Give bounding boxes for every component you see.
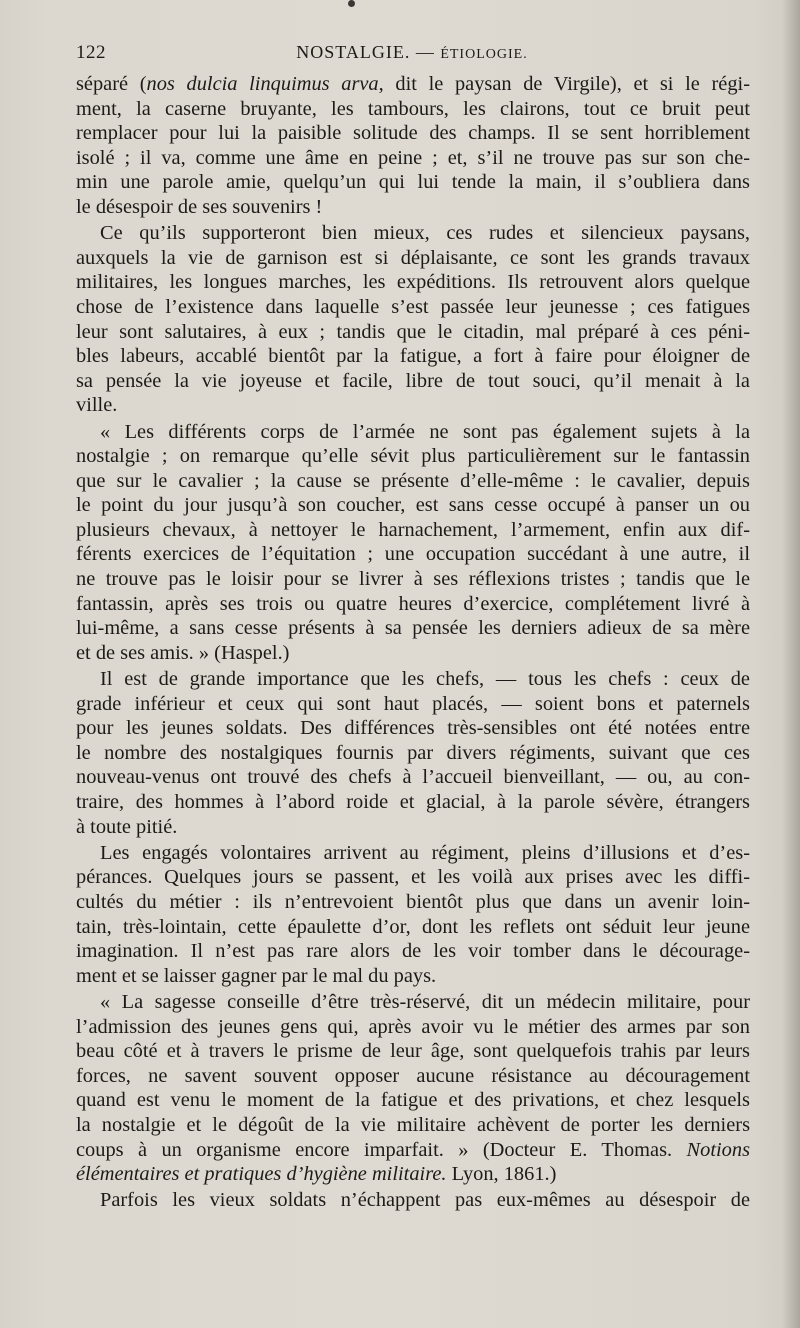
text-line: [76, 667, 750, 692]
text-line: [76, 469, 750, 494]
text-line: [76, 915, 750, 940]
text-line: [76, 964, 750, 989]
ink-spot: [348, 0, 355, 7]
italic-text: élémentaires et pratiques d’hygiène militaire.: [76, 1163, 447, 1186]
paragraph: [76, 990, 750, 1187]
text-run: auxquels la vie de garnison est si déplaisante, ce sont les grands travaux: [76, 246, 750, 269]
text-run: isolé ; il va, comme une âme en peine ; et, s’il ne trouve pas sur son che-: [76, 146, 750, 169]
text-line: [76, 221, 750, 246]
text-run: leur sont salutaires, à eux ; tandis que le citadin, mal préparé à ces péni-: [76, 320, 750, 343]
text-run: ment, la caserne bruyante, les tambours, les clairons, tout ce bruit peut: [76, 97, 750, 120]
running-head: [76, 42, 748, 68]
text-run: militaires, les longues marches, les expéditions. Ils retrouvent alors quelque: [76, 271, 750, 294]
text-line: [76, 97, 750, 122]
text-run: sa pensée la vie joyeuse et facile, libre de tout souci, qu’il menait à la: [76, 369, 750, 392]
text-line: [76, 170, 750, 195]
text-run: chose de l’existence dans laquelle s’est passée leur jeunesse ; ces fatigues: [76, 295, 750, 318]
text-line: [76, 146, 750, 171]
text-run: cultés du métier : ils n’entrevoient bientôt plus que dans un avenir loin-: [76, 890, 750, 913]
text-run: Les engagés volontaires arrivent au régiment, pleins d’illusions et d’es-: [100, 841, 750, 864]
running-title-dash: —: [415, 42, 435, 62]
text-line: [76, 741, 750, 766]
text-line: [76, 939, 750, 964]
text-line: [76, 246, 750, 271]
text-run: séparé (: [76, 73, 147, 95]
text-run: férents exercices de l’équitation ; une occupation succédant à une autre, il: [76, 543, 750, 566]
text-run: le point du jour jusqu’à son coucher, est sans cesse occupé à panser un ou: [76, 494, 750, 517]
text-run: grade inférieur et ceux qui sont haut placés, — soient bons et paternels: [76, 692, 750, 715]
text-run: à toute pitié.: [76, 815, 178, 838]
text-line: [76, 1162, 750, 1187]
text-line: [76, 592, 750, 617]
text-line: [76, 790, 750, 815]
text-line: [76, 1188, 750, 1213]
text-line: [76, 815, 750, 840]
paragraph: [76, 841, 750, 989]
text-run: l’admission des jeunes gens qui, après avoir vu le métier des armes par son: [76, 1015, 750, 1038]
text-line: [76, 567, 750, 592]
text-run: lui-même, a sans cesse présents à sa pensée les derniers adieux de sa mère: [76, 617, 750, 640]
text-line: [76, 444, 750, 469]
text-line: [76, 1039, 750, 1064]
text-run: imagination. Il n’est pas rare alors de les voir tomber dans le décourage-: [76, 940, 750, 963]
text-run: quand est venu le moment de la fatigue et des privations, et chez lesquels: [76, 1089, 750, 1112]
paragraph: [76, 221, 750, 418]
text-run: pérances. Quelques jours se passent, et les voilà aux prises avec les diffi-: [76, 866, 750, 889]
text-line: [76, 195, 750, 220]
text-run: nostalgie ; on remarque qu’elle sévit plus particulièrement sur le fantassin: [76, 445, 750, 468]
text-run: ville.: [76, 394, 118, 417]
text-run: plusieurs chevaux, à nettoyer le harnachement, l’armement, enfin aux dif-: [76, 518, 750, 541]
text-line: [76, 295, 750, 320]
text-run: bles labeurs, accablé bientôt par la fatigue, a fort à faire pour éloigner de: [76, 345, 750, 368]
text-line: [76, 542, 750, 567]
text-run: le désespoir de ses souvenirs !: [76, 195, 323, 218]
text-run: tain, très-lointain, cette épaulette d’or, dont les reflets ont séduit leur jeune: [76, 915, 750, 938]
text-line: [76, 493, 750, 518]
text-line: [76, 121, 750, 146]
body-text: [76, 72, 750, 1213]
text-line: [76, 344, 750, 369]
page-number: 122: [76, 42, 106, 63]
text-run: Il est de grande importance que les chefs, — tous les chefs : ceux de: [100, 668, 750, 691]
paragraph: [76, 1188, 750, 1213]
text-run: « La sagesse conseille d’être très-réservé, dit un médecin militaire, pour: [100, 990, 750, 1013]
text-run: remplacer pour lui la paisible solitude des champs. Il se sent horriblement: [76, 122, 750, 145]
text-run: fantassin, après ses trois ou quatre heures d’exercice, complétement livré à: [76, 592, 750, 615]
text-line: [76, 990, 750, 1015]
text-line: [76, 890, 750, 915]
text-line: [76, 692, 750, 717]
text-line: [76, 270, 750, 295]
text-line: [76, 841, 750, 866]
text-line: [76, 716, 750, 741]
text-line: [76, 641, 750, 666]
text-line: [76, 1088, 750, 1113]
text-run: Lyon, 1861.): [446, 1163, 557, 1186]
text-run: Ce qu’ils supporteront bien mieux, ces rudes et silencieux paysans,: [100, 222, 750, 245]
text-run: la nostalgie et le dégoût de la vie militaire achèvent de porter les derniers: [76, 1113, 750, 1136]
text-run: pour les jeunes soldats. Des différences très-sensibles ont été notées entre: [76, 717, 750, 740]
text-run: que sur le cavalier ; la cause se présente d’elle-même : le cavalier, depuis: [76, 469, 750, 492]
text-run: le nombre des nostalgiques fournis par divers régiments, suivant que ces: [76, 741, 750, 764]
text-run: beau côté et à travers le prisme de leur âge, sont quelquefois trahis par leurs: [76, 1040, 750, 1063]
text-run: forces, ne savent souvent opposer aucune résistance au découragement: [76, 1064, 750, 1087]
text-run: nouveau-venus ont trouvé des chefs à l’accueil bienveillant, — ou, au con-: [76, 766, 750, 789]
paragraph: [76, 420, 750, 666]
running-title-main: NOSTALGIE.: [296, 42, 411, 62]
text-run: , dit le paysan de Virgile), et si le régi-: [378, 73, 750, 95]
text-run: « Les différents corps de l’armée ne sont pas également sujets à la: [100, 420, 750, 443]
text-run: Parfois les vieux soldats n’échappent pas eux-mêmes au désespoir de: [100, 1189, 750, 1212]
text-line: [76, 369, 750, 394]
text-line: [76, 393, 750, 418]
text-line: [76, 865, 750, 890]
text-run: min une parole amie, quelqu’un qui lui tende la main, il s’oubliera dans: [76, 171, 750, 194]
text-line: [76, 1138, 750, 1163]
text-line: [76, 1113, 750, 1138]
text-line: [76, 72, 750, 97]
running-title-sub: ÉTIOLOGIE.: [440, 47, 528, 62]
text-line: [76, 765, 750, 790]
paragraph: [76, 667, 750, 839]
italic-text: nos dulcia linquimus arva: [146, 73, 379, 95]
text-line: [76, 320, 750, 345]
text-line: [76, 420, 750, 445]
text-run: traire, des hommes à l’abord roide et glacial, à la parole sévère, étrangers: [76, 791, 750, 813]
text-line: [76, 518, 750, 543]
text-run: ne trouve pas le loisir pour se livrer à ses réflexions tristes ; tandis que le: [76, 568, 750, 591]
text-run: coups à un organisme encore imparfait. » (Docteur E. Thomas.: [76, 1138, 687, 1161]
text-line: [76, 1064, 750, 1089]
text-run: ment et se laisser gagner par le mal du pays.: [76, 964, 437, 987]
text-line: [76, 616, 750, 641]
text-line: [76, 1015, 750, 1040]
page-edge-shadow: [782, 0, 800, 1328]
italic-text: Notions: [686, 1138, 750, 1161]
running-title: [76, 42, 748, 63]
text-run: et de ses amis. » (Haspel.): [76, 641, 290, 664]
paragraph: [76, 72, 750, 220]
